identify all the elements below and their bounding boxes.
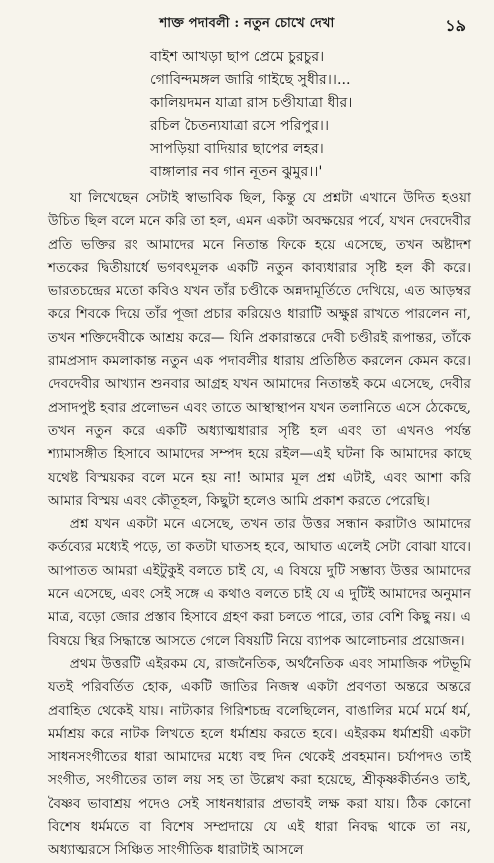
page-header	[0, 14, 494, 38]
verse-line: বাঙ্গালার নব গান নূতন ঝুমুর।।'	[150, 164, 323, 180]
verse-line: গোবিন্দমঙ্গল জারি গাইছে সুধীর।।...	[150, 72, 351, 88]
body-text	[48, 187, 471, 863]
verse-line: কালিয়দমন যাত্রা রাস চণ্ডীযাত্রা ধীর।	[150, 95, 353, 111]
verse-line: বাইশ আখড়া ছাপ প্রেমে চুরচুর।	[150, 49, 325, 65]
verse-block	[150, 46, 480, 184]
paragraph: যা লিখেছেন সেটাই স্বাভাবিক ছিল, কিন্তু যে প্রশ্নটা এখানে উদিত হওয়া উচিত ছিল বলে মনে করি তা হল, এমন একটা অবক্ষয়ের পর্বে, যখন দেবদেবীর প্রতি ভক্তির রং আমাদের মনে নিতান্ত ফিকে হয়ে এসেছে, তখন অষ্টাদশ শতকের দ্বিতীয়ার্ধে ভগবৎমূলক একটি নতুন কাব্যধারার সৃষ্টি হল কী করে। ভারতচন্দ্রের মতো কবিও যখন তাঁর চণ্ডীকে অন্নদামূর্তিতে দেখিয়ে, এত আড়ম্বর করে শিবকে দিয়ে তাঁর পূজা প্রচার করিয়েও ধারাটি অক্ষুণ্ণ রাখতে পারলেন না, তখন শক্তিদেবীকে আশ্রয় করে— যিনি প্রকারান্তরে দেবী চণ্ডীরই রূপান্তর, তাঁকে রামপ্রসাদ কমলাকান্ত নতুন এক পদাবলীর ধারায় প্রতিষ্ঠিত করলেন কেমন করে। দেবদেবীর আখ্যান শুনবার আগ্রহ যখন আমাদের নিতান্তই কমে এসেছে, দেবীর প্রসাদপুষ্ট হবার প্রলোভন এবং তাতে আস্থাস্থাপন যখন তলানিতে এসে ঠেকেছে, তখন নতুন করে একটি অধ্যাত্মধারার সৃষ্টি হল এবং তা এখনও পর্যন্ত শ্যামাসঙ্গীত হিসাবে আমাদের সম্পদ হয়ে রইল—এই ঘটনা কি আমাদের কাছে যথেষ্ট বিস্ময়কর বলে মনে হয় না! আমার মূল প্রশ্ন এটাই, এবং আশা করি আমার বিস্ময় এবং কৌতূহল, কিছুটা হলেও আমি প্রকাশ করতে পেরেছি।	[48, 190, 471, 509]
running-head: শাক্ত পদাবলী : নতুন চোখে দেখা	[159, 16, 335, 31]
verse-line: সাপড়িয়া বাদিয়ার ছাপের লহর।	[150, 141, 324, 157]
verse-line: রচিল চৈতন্যযাত্রা রসে পরিপুর।।	[150, 118, 330, 134]
paragraph: প্রথম উত্তরটি এইরকম যে, রাজনৈতিক, অর্থনৈতিক এবং সামাজিক পটভূমি যতই পরিবর্তিত হোক, একটি জাতির নিজস্ব একটা প্রবণতা অন্তরে অন্তরে প্রবাহিত থেকেই যায়। নাট্যকার গিরিশচন্দ্র বলেছিলেন, বাঙালির মর্মে মর্মে ধর্ম, মর্মাশ্রয় করে নাটক লিখতে হলে ধর্মাশ্রয় করতে হবে। এইরকম ধর্মাশ্রয়ী একটা সাধনসংগীতের ধারা আমাদের মধ্যে বহু দিন থেকেই প্রবহমান। চর্যাপদও তাই সংগীত, সংগীতের তাল লয় সহ তা উল্লেখ করা হয়েছে, শ্রীকৃষ্ণকীর্তনও তাই, বৈষ্ণব ভাবাশ্রয় পদেও সেই সাধনধারার প্রভাবই লক্ষ করা যায়। ঠিক কোনো বিশেষ ধর্মমতে বা বিশেষ সম্প্রদায়ে যে এই ধারা নিবদ্ধ থাকে তা নয়, অধ্যাত্মরসে সিঞ্চিত সাংগীতিক ধারাটাই আসলে	[48, 655, 471, 859]
page-number: ১৯	[445, 16, 466, 35]
paragraph: প্রশ্ন যখন একটা মনে এসেছে, তখন তার উত্তর সন্ধান করাটাও আমাদের কর্তব্যের মধ্যেই পড়ে, তা কতটা ঘাতসহ হবে, আঘাত এলেই সেটা বোঝা যাবে। আপাতত আমরা এইটুকুই বলতে চাই যে, এ বিষয়ে দুটি সম্ভাব্য উত্তর আমাদের মনে এসেছে, এবং সেই সঙ্গে এ কথাও বলতে চাই যে এ দুটিই আমাদের অনুমান মাত্র, বড়ো জোর প্রস্তাব হিসাবে গ্রহণ করা চলতে পারে, তার বেশি কিছু নয়। এ বিষয়ে স্থির সিদ্ধান্তে আসতে গেলে বিষয়টি নিয়ে ব্যাপক আলোচনার প্রয়োজন।	[48, 516, 471, 649]
